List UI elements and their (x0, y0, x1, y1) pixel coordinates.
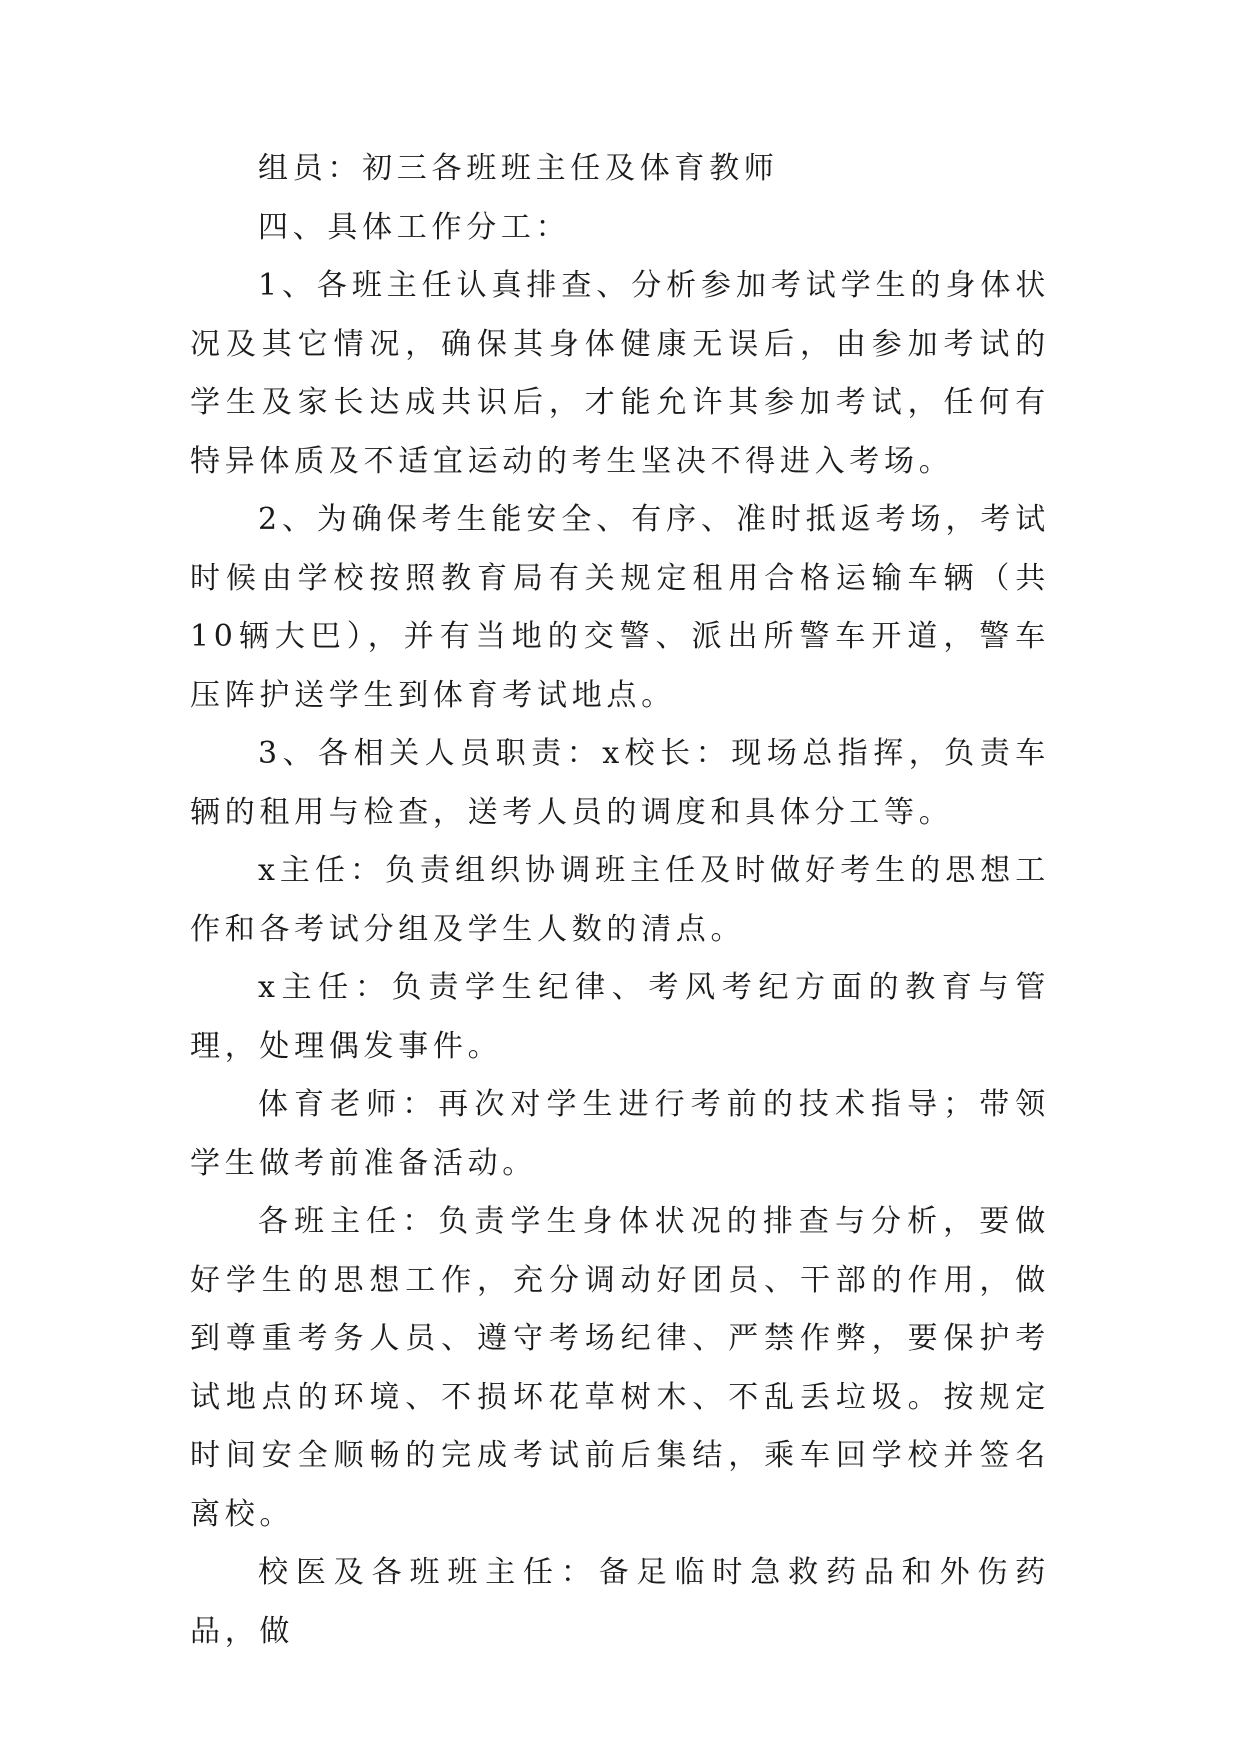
document-page (190, 140, 1050, 1661)
paragraph-pe-teacher: 体育老师：再次对学生进行考前的技术指导；带领学生做考前准备活动。 (190, 1087, 1050, 1181)
paragraph-team-members: 组员：初三各班班主任及体育教师 (258, 151, 779, 186)
paragraph-item-3: 3、各相关人员职责：x校长：现场总指挥，负责车辆的租用与检查，送考人员的调度和具体分工等。 (190, 736, 1050, 830)
paragraph-director-2: x主任：负责学生纪律、考风考纪方面的教育与管理，处理偶发事件。 (190, 970, 1050, 1064)
paragraph-school-doctor: 校医及各班班主任：备足临时急救药品和外伤药品，做 (190, 1555, 1050, 1649)
paragraph-item-2: 2、为确保考生能安全、有序、准时抵返考场，考试时候由学校按照教育局有关规定租用合格运输车辆（共10辆大巴），并有当地的交警、派出所警车开道，警车压阵护送学生到体育考试地点。 (190, 502, 1050, 713)
paragraph-director-1: x主任：负责组织协调班主任及时做好考生的思想工作和各考试分组及学生人数的清点。 (190, 853, 1050, 947)
paragraph-item-1: 1、各班主任认真排查、分析参加考试学生的身体状况及其它情况，确保其身体健康无误后，由参加考试的学生及家长达成共识后，才能允许其参加考试，任何有特异体质及不适宜运动的考生坚决不得进入考场。 (190, 268, 1050, 479)
section-heading-work-division: 四、具体工作分工： (258, 209, 571, 245)
paragraph-class-teachers: 各班主任：负责学生身体状况的排查与分析，要做好学生的思想工作，充分调动好团员、干部的作用，做到尊重考务人员、遵守考场纪律、严禁作弊，要保护考试地点的环境、不损坏花草树木、不乱丢垃圾。按规定时间安全顺畅的完成考试前后集结，乘车回学校并签名离校。 (190, 1204, 1050, 1532)
